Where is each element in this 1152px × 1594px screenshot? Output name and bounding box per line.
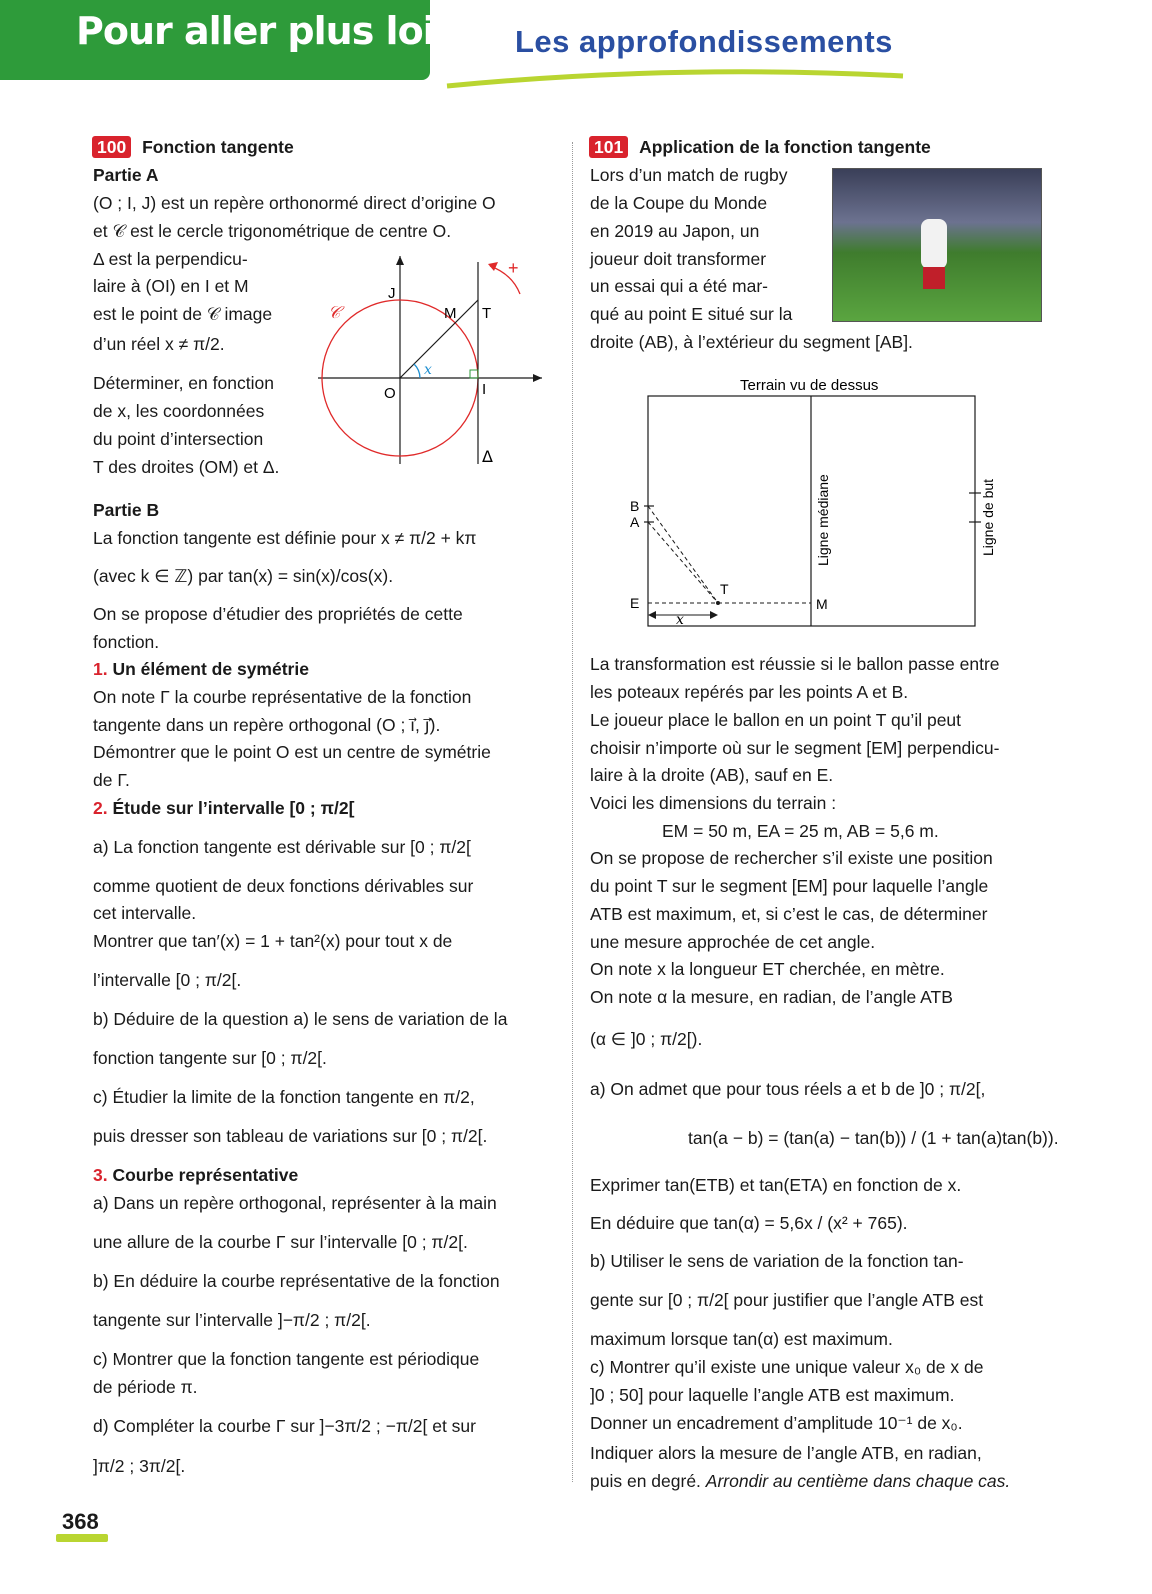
label-circle-c: 𝒞 <box>328 303 341 323</box>
exercise-100-heading <box>92 134 294 162</box>
y-axis-arrow <box>396 256 404 265</box>
line-bt <box>648 506 718 603</box>
text-line: tan(a − b) = (tan(a) − tan(b)) / (1 + tan(a)tan(b)). <box>688 1128 1059 1148</box>
trig-circle-figure <box>312 252 552 472</box>
text-line: laire à (OI) en I et M <box>93 276 249 296</box>
text-line: c) Montrer que la fonction tangente est périodique <box>93 1349 480 1369</box>
text-line: et 𝒞 est le cercle trigonométrique de centre O. <box>93 221 452 241</box>
text-line: laire à la droite (AB), sauf en E. <box>590 765 834 785</box>
rugby-field-diagram <box>620 370 996 632</box>
text-line: tangente sur l’intervalle ]−π/2 ; π/2[. <box>93 1310 371 1330</box>
question-3-heading <box>93 1162 298 1190</box>
text-line: On note α la mesure, en radian, de l’angle ATB <box>590 987 953 1007</box>
text-line: (avec k ∈ ℤ) par tan(x) = sin(x)/cos(x). <box>93 566 394 586</box>
text-line: fonction tangente sur [0 ; π/2[. <box>93 1048 327 1068</box>
text-line: ATB est maximum, et, si c’est le cas, de déterminer <box>590 904 988 924</box>
x-measure-arrow-right <box>710 611 718 619</box>
text-line: Montrer que tan′(x) = 1 + tan²(x) pour tout x de <box>93 931 453 951</box>
question-2-heading <box>93 795 354 823</box>
text-line: puis dresser son tableau de variations sur [0 ; π/2[. <box>93 1126 488 1146</box>
text-line: a) La fonction tangente est dérivable sur [0 ; π/2[ <box>93 837 471 857</box>
field-title: Terrain vu de dessus <box>740 377 879 394</box>
label-angle-x: x <box>424 362 432 378</box>
label-i: I <box>482 381 487 398</box>
text-line: choisir n’importe où sur le segment [EM] perpendicu- <box>590 738 1000 758</box>
text-line: (α ∈ ]0 ; π/2[). <box>590 1029 703 1049</box>
label-plus: + <box>508 258 519 278</box>
exercise-title: Application de la fonction tangente <box>639 137 931 157</box>
text-line: du point d’intersection <box>93 429 264 449</box>
angle-x-arc <box>414 364 420 378</box>
text-line: Exprimer tan(ETB) et tan(ETA) en fonction de x. <box>590 1175 962 1195</box>
question-number: 3. <box>93 1165 108 1185</box>
column-divider <box>572 142 573 1482</box>
question-number: 1. <box>93 659 108 679</box>
text-line: c) Étudier la limite de la fonction tangente en π/2, <box>93 1087 475 1107</box>
part-b-heading: Partie B <box>93 500 160 520</box>
text-line: (O ; I, J) est un repère orthonormé direct d’origine O <box>93 193 496 213</box>
text-line: une allure de la courbe Γ sur l’intervalle [0 ; π/2[. <box>93 1232 468 1252</box>
part-a-heading: Partie A <box>93 165 159 185</box>
text-line: ]π/2 ; 3π/2[. <box>93 1456 186 1476</box>
label-b: B <box>630 498 640 514</box>
rugby-player-shorts <box>923 267 945 289</box>
x-axis-arrow <box>533 374 542 382</box>
text-line: On se propose de rechercher s’il existe une position <box>590 848 993 868</box>
label-ligne-mediane: Ligne médiane <box>815 474 831 566</box>
text-line: On note Γ la courbe représentative de la fonction <box>93 687 472 707</box>
text-line: On se propose d’étudier des propriétés de cette <box>93 604 463 624</box>
text-line: En déduire que tan(α) = 5,6x / (x² + 765). <box>590 1213 908 1233</box>
text-line: EM = 50 m, EA = 25 m, AB = 5,6 m. <box>662 821 939 841</box>
text-line: d) Compléter la courbe Γ sur ]−3π/2 ; −π/2[ et sur <box>93 1416 476 1436</box>
banner-title: Pour aller plus loin <box>76 9 461 53</box>
text-line: La fonction tangente est définie pour x ≠ π/2 + kπ <box>93 528 477 548</box>
text-line: Δ est la perpendicu- <box>93 249 248 269</box>
text-line: joueur doit transformer <box>590 249 767 269</box>
header-swoosh <box>445 66 905 90</box>
text-line: en 2019 au Japon, un <box>590 221 760 241</box>
text-line: les poteaux repérés par les points A et B. <box>590 682 909 702</box>
label-t: T <box>482 305 492 322</box>
exercise-number: 100 <box>92 136 131 158</box>
text-line: un essai qui a été mar- <box>590 276 769 296</box>
exercise-title: Fonction tangente <box>142 137 294 157</box>
page-number-underline <box>56 1534 108 1542</box>
text-line: Lors d’un match de rugby <box>590 165 788 185</box>
label-a: A <box>630 514 640 530</box>
question-number: 2. <box>93 798 108 818</box>
text-line: qué au point E situé sur la <box>590 304 793 324</box>
label-o: O <box>384 385 396 402</box>
text-line: d’un réel x ≠ π/2. <box>93 334 225 354</box>
text-line: de Γ. <box>93 770 130 790</box>
text-line: Donner un encadrement d’amplitude 10⁻¹ de x₀. <box>590 1413 963 1433</box>
text-line: b) En déduire la courbe représentative de la fonction <box>93 1271 500 1291</box>
section-title: Les approfondissements <box>515 24 893 59</box>
label-e: E <box>630 595 640 611</box>
exercise-number: 101 <box>589 136 628 158</box>
text-line: tangente dans un repère orthogonal (O ; i⃗, j⃗). <box>93 715 441 735</box>
label-x: x <box>676 612 684 628</box>
text-line: Indiquer alors la mesure de l’angle ATB, en radian, <box>590 1443 982 1463</box>
text-line: Voici les dimensions du terrain : <box>590 793 837 813</box>
text-line: une mesure approchée de cet angle. <box>590 932 876 952</box>
text-line: T des droites (OM) et Δ. <box>93 457 280 477</box>
line-om <box>400 300 478 378</box>
text-line: a) Dans un repère orthogonal, représenter à la main <box>93 1193 497 1213</box>
question-title: Étude sur l’intervalle [0 ; π/2[ <box>112 798 355 818</box>
text-fragment: puis en degré. <box>590 1471 701 1491</box>
text-line: droite (AB), à l’extérieur du segment [AB]. <box>590 332 913 352</box>
text-line: b) Utiliser le sens de variation de la fonction tan- <box>590 1251 964 1271</box>
exercise-101-heading <box>589 134 931 162</box>
text-line: On note x la longueur ET cherchée, en mètre. <box>590 959 945 979</box>
text-line: Le joueur place le ballon en un point T qu’il peut <box>590 710 962 730</box>
line-at <box>648 522 718 603</box>
point-t <box>716 601 720 605</box>
text-line: Démontrer que le point O est un centre de symétrie <box>93 742 491 762</box>
text-line: b) Déduire de la question a) le sens de variation de la <box>93 1009 508 1029</box>
text-line: ]0 ; 50] pour laquelle l’angle ATB est maximum. <box>590 1385 955 1405</box>
x-measure-arrow-left <box>648 611 656 619</box>
rounding-instruction: Arrondir au centième dans chaque cas. <box>705 1471 1011 1491</box>
question-1-heading <box>93 656 309 684</box>
label-j: J <box>388 285 396 302</box>
text-line: est le point de 𝒞 image <box>93 304 273 324</box>
text-line: c) Montrer qu’il existe une unique valeur x₀ de x de <box>590 1357 984 1377</box>
text-line: gente sur [0 ; π/2[ pour justifier que l’angle ATB est <box>590 1290 984 1310</box>
label-ligne-de-but: Ligne de but <box>980 478 996 556</box>
text-line: comme quotient de deux fonctions dérivables sur <box>93 876 474 896</box>
text-line: du point T sur le segment [EM] pour laquelle l’angle <box>590 876 989 896</box>
label-m: M <box>444 305 457 322</box>
right-angle-mark <box>470 370 478 378</box>
orientation-arrow <box>488 262 498 271</box>
text-line: Déterminer, en fonction <box>93 373 274 393</box>
text-line: cet intervalle. <box>93 903 197 923</box>
label-m: M <box>816 596 828 612</box>
page-number: 368 <box>62 1509 99 1534</box>
text-line: a) On admet que pour tous réels a et b de ]0 ; π/2[, <box>590 1079 986 1099</box>
rugby-photo <box>832 168 1042 322</box>
text-line: de x, les coordonnées <box>93 401 265 421</box>
text-line: maximum lorsque tan(α) est maximum. <box>590 1329 893 1349</box>
text-line <box>590 1468 1010 1496</box>
label-t: T <box>720 581 729 597</box>
text-line: de la Coupe du Monde <box>590 193 768 213</box>
rugby-player-figure <box>921 219 947 269</box>
question-title: Courbe représentative <box>112 1165 299 1185</box>
text-line: de période π. <box>93 1377 198 1397</box>
text-line: fonction. <box>93 632 160 652</box>
question-title: Un élément de symétrie <box>112 659 309 679</box>
text-line: La transformation est réussie si le ballon passe entre <box>590 654 1000 674</box>
label-delta: Δ <box>482 447 493 466</box>
text-line: l’intervalle [0 ; π/2[. <box>93 970 242 990</box>
